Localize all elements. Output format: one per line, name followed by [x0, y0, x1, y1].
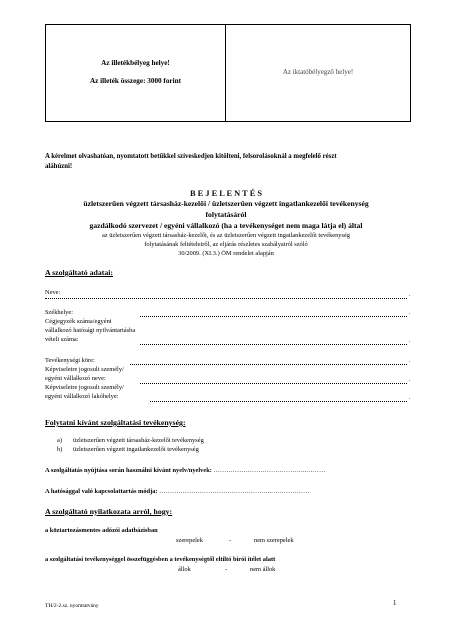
- service-section-title: Folytatni kívánt szolgáltatási tevékenység:: [45, 418, 186, 427]
- instruction-line-1: A kérelmet olvashatóan, nyomtatott betűkkel szíveskedjen kitölteni, felsorolásoknál a megfelelő részt: [45, 153, 337, 160]
- provider-seat-label: Székhelye:: [45, 309, 74, 316]
- heading-line-2: folytatásáról: [205, 210, 247, 219]
- duty-stamp-place: Az illetékbélyeg helye!: [101, 59, 170, 67]
- declaration-q1-no[interactable]: nem szerepelek: [254, 537, 294, 544]
- heading-line-1: üzletszerűen végzett társasház-kezelői / üzletszerűen végzett ingatlankezelői tevékenység: [83, 199, 369, 208]
- language-label: A szolgáltatás nyújtása során használni kívánt nyelv/nyelvek:: [45, 467, 212, 474]
- contact-label: A hatósággal való kapcsolattartás módja:: [45, 488, 158, 495]
- declaration-q1-dash: -: [229, 537, 232, 544]
- contact-field[interactable]: ……………………………………………..………………: [159, 488, 310, 495]
- declaration-q2-yes[interactable]: állok: [178, 566, 191, 573]
- provider-section-title: A szolgáltató adatai:: [45, 268, 114, 277]
- service-option-a-marker: a): [57, 437, 62, 444]
- provider-rep1-label-b: egyéni vállalkozó neve:: [45, 375, 106, 382]
- duty-amount: Az illeték összege: 3000 forint: [89, 77, 182, 85]
- form-title: B E J E L E N T É S: [189, 189, 263, 198]
- provider-reg-label-2: vállalkozó hatósági nyilvántartásba: [45, 327, 136, 334]
- heading-line-3: gazdálkodó szervezet / egyéni vállalkozó (ha a tevékenységet nem maga látja el) által: [89, 221, 363, 230]
- provider-rep2-label-a: Képviseletre jogosult személy/: [45, 384, 124, 391]
- provider-scope-field[interactable]: [130, 364, 407, 365]
- language-field[interactable]: ……………………………………..………: [213, 467, 326, 474]
- heading-sub-1: az üzletszerűen végzett társasház-kezelői, és az üzletszerűen végzett ingatlankezelői tevékenység: [101, 232, 351, 239]
- declaration-q1: a köztartozásmentes adózói adatbázisban: [45, 527, 158, 534]
- declaration-q2: a szolgáltatási tevékenységgel összefüggésben a tevékenységtől eltiltó bírói ítélet alatt: [45, 556, 276, 563]
- page-number: 1: [393, 600, 397, 607]
- provider-seat-field[interactable]: [140, 316, 407, 317]
- provider-name-field[interactable]: [45, 298, 407, 299]
- provider-rep-name-field[interactable]: [140, 383, 407, 384]
- provider-reg-label-1: Cégjegyzék száma/egyéni: [45, 318, 112, 325]
- declaration-q1-yes[interactable]: szerepelek: [176, 537, 203, 544]
- provider-rep-address-field[interactable]: [150, 401, 407, 402]
- filing-stamp-area: [226, 25, 410, 121]
- service-option-a[interactable]: üzletszerűen végzett társasház-kezelői tevékenység: [73, 437, 204, 444]
- instruction-line-2: aláhúzni!: [45, 163, 73, 170]
- filing-stamp-place: Az iktatóbélyegző helye!: [282, 68, 354, 76]
- provider-rep1-label-a: Képviseletre jogosult személy/: [45, 366, 124, 373]
- service-option-b[interactable]: üzletszerűen végzett ingatlankezelői tevékenység: [73, 446, 199, 453]
- declaration-q2-dash: -: [225, 566, 228, 573]
- provider-rep2-label-b: egyéni vállalkozó lakóhelye:: [45, 393, 119, 400]
- declaration-section-title: A szolgáltató nyilatkozata arról, hogy:: [45, 507, 173, 516]
- provider-reg-field[interactable]: [140, 344, 407, 345]
- stamp-box: [45, 24, 411, 122]
- duty-stamp-area: [46, 25, 225, 121]
- form-id: TH/2-2.sz. nyomtatvány: [45, 603, 99, 609]
- declaration-q2-no[interactable]: nem állok: [250, 566, 276, 573]
- provider-name-label: Neve:: [45, 289, 61, 296]
- provider-scope-label: Tevékenységi köre:: [45, 357, 95, 364]
- heading-sub-2: folytatásának feltételeiről, az eljárás részletes szabályairól szóló: [144, 241, 308, 248]
- service-option-b-marker: b): [57, 446, 63, 453]
- provider-reg-label-3: vételi száma:: [45, 336, 79, 343]
- heading-sub-3: 30/2009. (XI.3.) ÖM rendelet alapján: [178, 250, 274, 257]
